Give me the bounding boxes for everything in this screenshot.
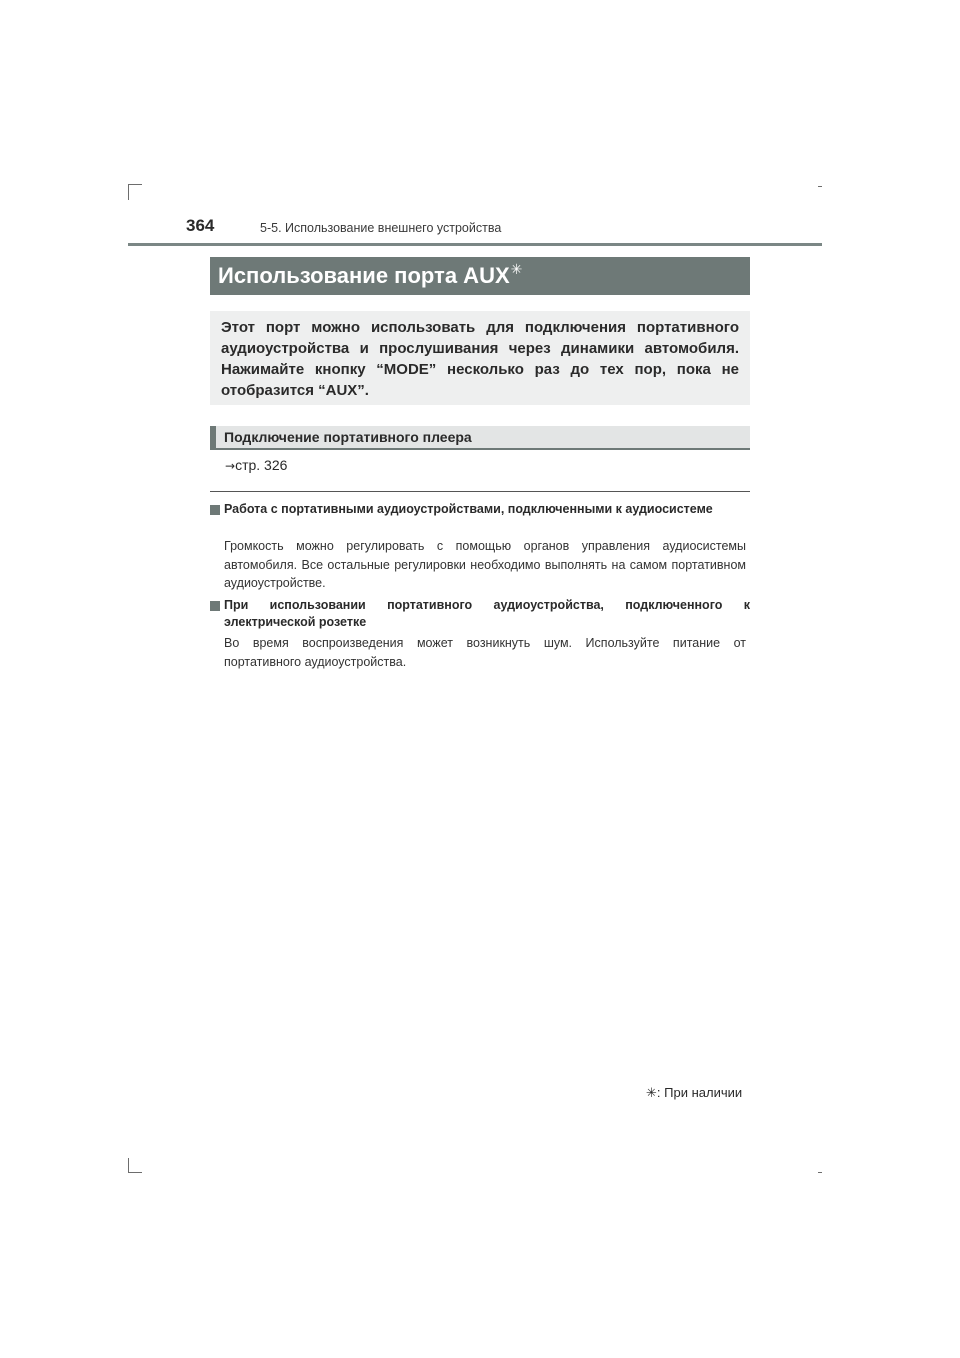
page-number: 364 [186, 216, 215, 235]
crop-mark-bottom-right [818, 1172, 822, 1173]
page-title-text: Использование порта AUX [218, 263, 510, 288]
note-heading-text: Работа с портативными аудиоустройствами, подключенными к аудиосистеме [224, 502, 713, 516]
note-heading [210, 501, 750, 518]
asterisk-icon: ✳ [646, 1086, 657, 1101]
page-reference-link[interactable] [225, 457, 287, 473]
intro-text: Этот порт можно использовать для подключения портативного аудиоустройства и прослушивания через динамики автомобиля. Нажимайте кнопку “MODE” несколько раз до тех пор, пока не отобразится “AUX”. [221, 319, 739, 399]
note-body: Во время воспроизведения может возникнуть шум. Используйте питание от портативного аудиоустройства. [224, 636, 746, 669]
arrow-right-icon: → [225, 459, 236, 473]
note-heading [210, 597, 750, 631]
crop-mark-top-left-horizontal [128, 184, 142, 185]
footnote-text: : При наличии [656, 1085, 743, 1100]
crop-mark-bottom-left-vertical [128, 1158, 129, 1173]
header-rule [128, 243, 822, 246]
footnote [646, 1085, 742, 1101]
crop-mark-bottom-left-horizontal [128, 1172, 142, 1173]
section-label: 5-5. Использование внешнего устройства [260, 221, 502, 235]
square-bullet-icon [210, 505, 220, 515]
subheading-marker [210, 426, 216, 448]
asterisk-icon: ✳ [510, 261, 523, 277]
square-bullet-icon [210, 601, 220, 611]
page-title [210, 257, 750, 295]
page-reference-text: стр. 326 [235, 457, 288, 473]
crop-mark-top-right [818, 186, 822, 187]
notes-divider [210, 491, 750, 492]
subheading-bar [210, 426, 750, 450]
intro-box [210, 311, 750, 405]
note-heading-text: При использовании портативного аудиоустройства, подключенного к электрической розетке [224, 598, 750, 629]
crop-mark-top-left-vertical [128, 184, 129, 200]
note-body: Громкость можно регулировать с помощью органов управления аудиосистемы автомобиля. Все остальные регулировки необходимо выполнять на самом портативном аудиоустройстве. [224, 539, 746, 590]
subheading-text: Подключение портативного плеера [224, 429, 472, 445]
